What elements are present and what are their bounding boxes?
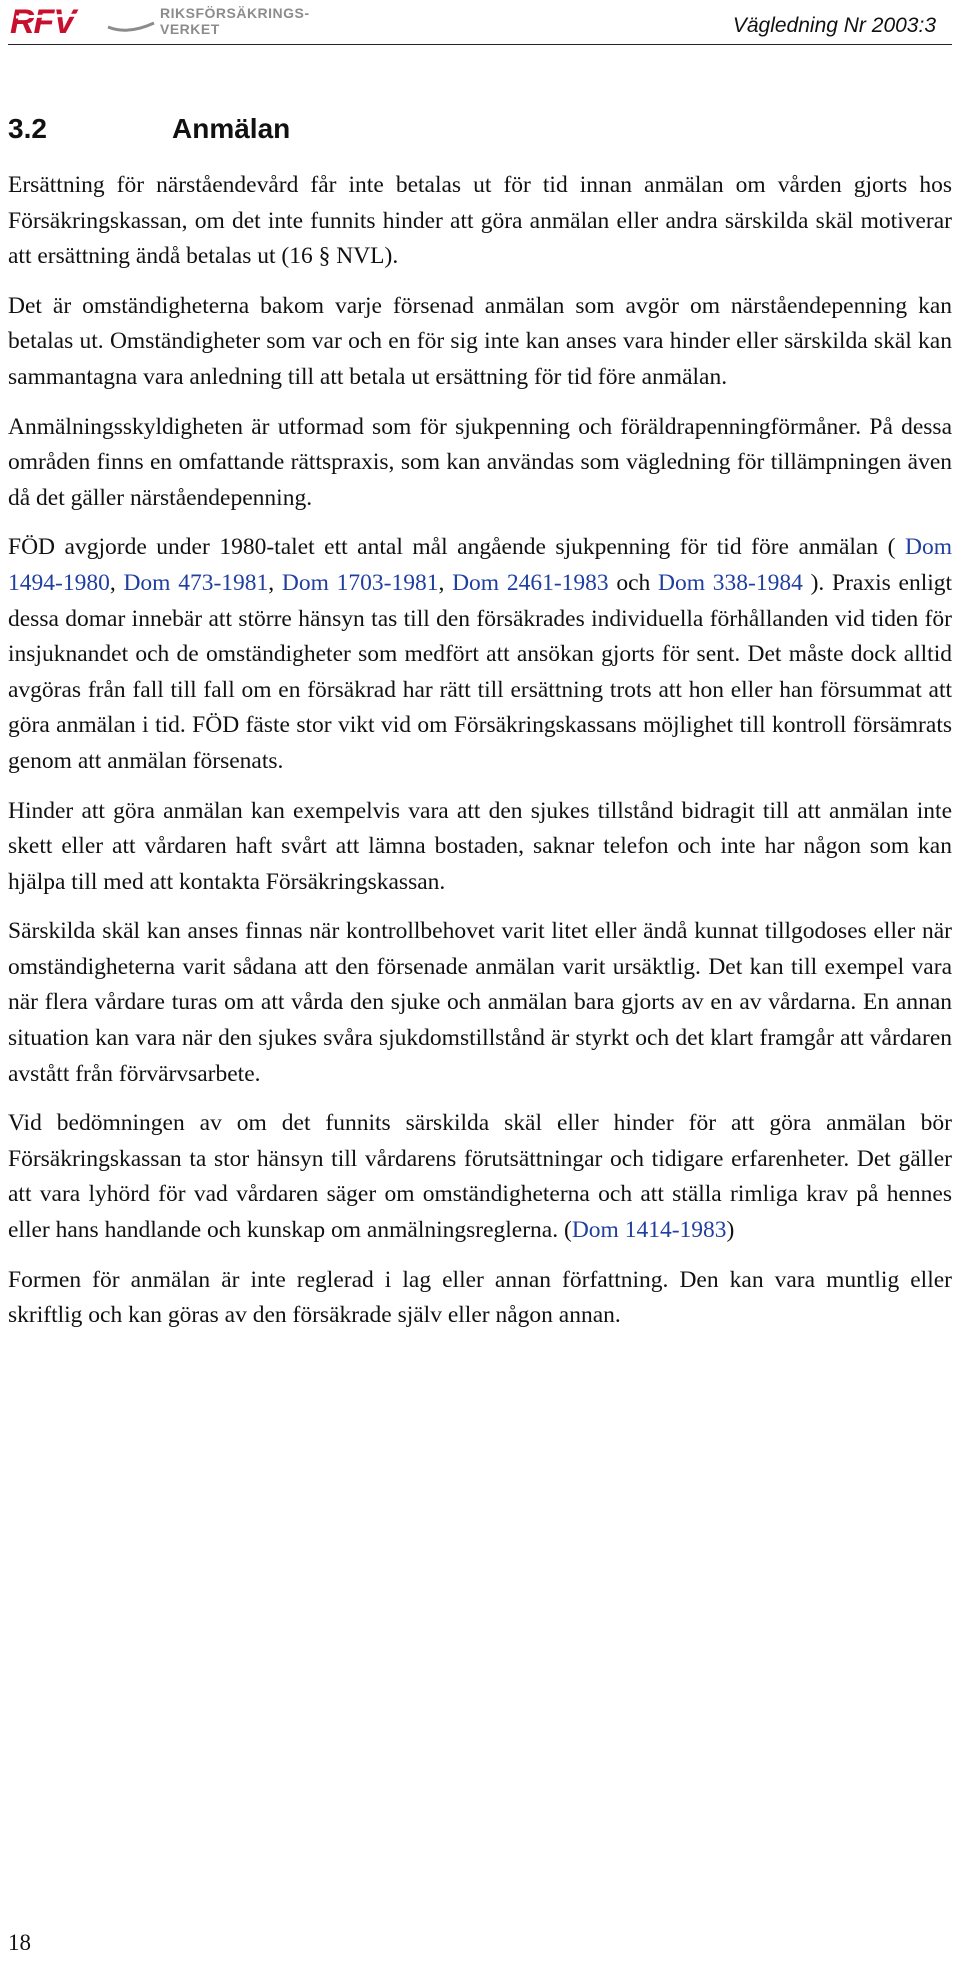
- link-dom-2461-1983[interactable]: Dom 2461-1983: [452, 569, 609, 596]
- header-divider: [8, 44, 952, 45]
- link-dom-473-1981[interactable]: Dom 473-1981: [123, 569, 269, 596]
- paragraph-4: [8, 530, 952, 779]
- paragraph-1: Ersättning för närståendevård får inte betalas ut för tid innan anmälan om vården gjorts hos Försäkringskassan, om det inte funnits hinder att göra anmälan eller andra särskilda skäl motiverar att ersättning ändå betalas ut (16 § NVL).: [8, 172, 952, 270]
- paragraph-7-text-a: Vid bedömningen av om det funnits särskilda skäl eller hinder för att göra anmälan bör Försäkringskassan ta stor hänsyn till vårdarens förutsättningar och tidigare erfarenheter. Det gäller att vara lyhörd för vad vårdaren säger om omständigheterna och att ställa rimliga krav på hennes eller hans handlande och kunskap om anmälningsreglerna. (: [8, 1110, 952, 1244]
- section-number: 3.2: [8, 113, 47, 144]
- logo-text: [160, 5, 310, 37]
- guide-reference: Vägledning Nr 2003:3: [732, 14, 936, 37]
- link-dom-338-1984[interactable]: Dom 338-1984: [658, 569, 803, 596]
- paragraph-2: Det är omständigheterna bakom varje försenad anmälan som avgör om närståendepenning kan betalas ut. Omständigheter som var och en för sig inte kan anses vara hinder eller särskilda skäl kan sammantagna vara anledning till att betala ut ersättning för tid före anmälan.: [8, 292, 952, 390]
- page-header: [0, 0, 960, 44]
- link-dom-1414-1983[interactable]: Dom 1414-1983: [571, 1217, 727, 1244]
- paragraph-7: [8, 1106, 952, 1248]
- page-number: 18: [8, 1930, 31, 1955]
- svg-text:RFV: RFV: [10, 3, 75, 39]
- paragraph-7-text-b: ): [726, 1217, 735, 1244]
- paragraph-5: Hinder att göra anmälan kan exempelvis vara att den sjukes tillstånd bidragit till att anmälan inte skett eller att vårdaren haft svårt att lämna bostaden, saknar telefon och inte har någon som kan hjälpa till med att kontakta Försäkringskassan.: [8, 797, 952, 895]
- logo-text-line1: RIKSFÖRSÄKRINGS-: [160, 5, 310, 21]
- paragraph-6: Särskilda skäl kan anses finnas när kontrollbehovet varit litet eller ändå kunnat tillgodoses eller när omständigheterna varit sådana att den försenade anmälan varit ursäktlig. Det kan till exempel vara när flera vårdare turas om att vårda den sjuke och anmälan bara gjorts av en av vårdarna. En annan situation kan vara när den sjukes svåra sjukdomstillstånd är styrkt och det klart framgår att vårdaren avstått från förvärvsarbete.: [8, 918, 952, 1087]
- logo-text-line2: VERKET: [160, 21, 220, 37]
- paragraph-4-text-b: ). Praxis enligt dessa domar innebär att större hänsyn tas till den försäkrades individuella förhållanden vid tiden för insjuknandet och de omständigheter som medfört att ansökan gjorts för sent. Det måste dock alltid avgöras från fall till fall om en försäkrad har rätt till ersättning trots att hon eller han försummat att göra anmälan i tid. FÖD fäste stor vikt vid om Försäkringskassans möjlighet till kontroll försämrats genom att anmälan försenats.: [8, 569, 953, 774]
- section-heading: [8, 113, 290, 145]
- paragraph-4-text-a: FÖD avgjorde under 1980-talet ett antal mål angående sjukpenning för tid före anmälan (: [8, 534, 905, 561]
- separator: ,: [438, 569, 453, 596]
- paragraph-3: Anmälningsskyldigheten är utformad som för sjukpenning och föräldrapenningförmåner. På dessa områden finns en omfattande rättspraxis, som kan användas som vägledning för tillämpningen även då det gäller närståendepenning.: [8, 413, 952, 511]
- separator: ,: [109, 569, 124, 596]
- paragraph-8: Formen för anmälan är inte reglerad i lag eller annan författning. Den kan vara muntlig eller skriftlig och kan göras av den försäkrade själv eller någon annan.: [8, 1266, 952, 1329]
- link-dom-1494-1980[interactable]: Dom 1494-1980: [8, 534, 952, 596]
- document-body: [8, 168, 952, 1348]
- separator: ,: [268, 569, 282, 596]
- rfv-logo: [8, 3, 308, 39]
- rfv-logo-mark: [8, 3, 158, 39]
- link-dom-1703-1981[interactable]: Dom 1703-1981: [281, 569, 439, 596]
- conjunction: och: [608, 569, 659, 596]
- section-title: Anmälan: [172, 113, 291, 144]
